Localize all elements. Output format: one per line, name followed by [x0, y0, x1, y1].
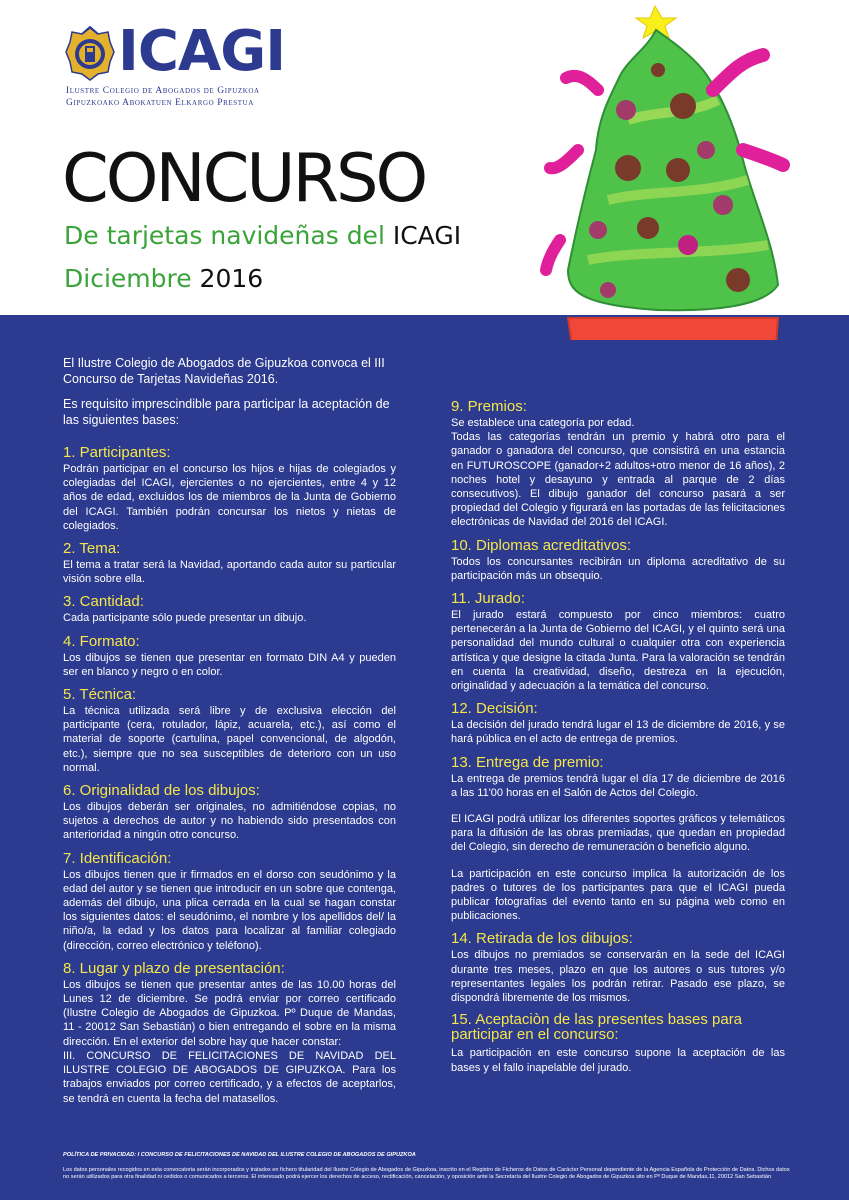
section-title: 14. Retirada de los dibujos: — [451, 930, 633, 948]
section-text: El tema a tratar será la Navidad, aportando cada autor su particular visión sobre ella. — [63, 559, 396, 586]
section-text: La decisión del jurado tendrá lugar el 13 de diciembre de 2016, y se hará pública en el acto de entrega de premios. — [451, 719, 785, 746]
privacy-text: Los datos personales recogidos en esta convocatoria serán incorporados y tratados en fichero titularidad del Ilustre Colegio de Abogados de Gipuzkoa, inscrito en el Registro de Ficheros de Datos de Carácter Personal dependiente de la Agencia Española de Protección de Datos. Dichos datos no serán utilizados para otra finalidad ni cedidos o comunicados a terceros. El interesado podrá ejercer los derechos de acceso, rectificación, cancelación, y oposición ante la Secretaría del Ilustre Colegio de Abogados de Gipuzkoa sito en Pº Duque de Mandas,11, 20012 San Sebastián — [63, 1167, 790, 1180]
section-text: Los dibujos se tienen que presentar en formato DIN A4 y pueden ser en blanco y negro o en color. — [63, 651, 396, 678]
section-title: 8. Lugar y plazo de presentación: — [63, 959, 285, 977]
spacer — [451, 800, 785, 812]
section-text: Se establece una categoría por edad. — [451, 417, 635, 429]
right-column — [451, 398, 785, 1075]
section-text: La entrega de premios tendrá lugar el día 17 de diciembre de 2016 a las 11'00 horas en el Salón de Actos del Colegio. — [451, 772, 785, 799]
section-title: 13. Entrega de premio: — [451, 753, 604, 771]
section-title: 12. Decisión: — [451, 700, 538, 718]
subtitle-suffix: ICAGI — [392, 221, 462, 250]
section-text: Cada participante sólo puede presentar un dibujo. — [63, 612, 307, 625]
section-title: 6. Originalidad de los dibujos: — [63, 782, 260, 800]
section-title: 5. Técnica: — [63, 686, 137, 704]
section-text: Todos los concursantes recibirán un diploma acreditativo de su participación más un obsequio. — [451, 555, 785, 582]
section-text: La participación en este concurso supone la aceptación de las bases y el fallo inapelable del jurado. — [451, 1047, 785, 1074]
intro-paragraph-2: Es requisito imprescindible para participar la aceptación de las siguientes bases: — [63, 397, 390, 427]
section-text: Los dibujos se tienen que presentar antes de las 10.00 horas del Lunes 12 de diciembre. Se podrá enviar por correo certificado (Ilustre Colegio de Abogados de Gipuzkoa. Pº Duque de Mandas, 11 - 20012 San Sebastián) o bien entregando el sobre en la misma dirección. En el exterior del sobre hay que hacer constar: — [63, 978, 396, 1048]
section-title: 3. Cantidad: — [63, 593, 144, 611]
section-title: 4. Formato: — [63, 632, 140, 650]
section-title: 9. Premios: — [451, 398, 527, 415]
subtitle — [64, 220, 461, 252]
section-text: III. CONCURSO DE FELICITACIONES DE NAVIDAD DEL ILUSTRE COLEGIO DE ABOGADOS DE GIPUZKOA. Para los trabajos enviados por correo certificado, y a efectos de aceptarlos, se tendrá en cuenta la fecha del matasellos. — [63, 1049, 396, 1105]
logo-line-2: Gipuzkoako Abokatuen Elkargo Prestua — [66, 98, 254, 108]
section-text: Los dibujos deberán ser originales, no admitiéndose copias, no sujetos a derechos de autor y no habiendo sido presentados con anterioridad a ningún otro concurso. — [63, 801, 396, 842]
page-title: CONCURSO — [62, 139, 426, 217]
date-year: 2016 — [199, 264, 264, 293]
contest-date — [64, 263, 263, 295]
section-text: El ICAGI podrá utilizar los diferentes soportes gráficos y telemáticos para la difusión de las obras premiadas, que quedan en propiedad del Colegio, sin derecho de remuneración o beneficio alguno. — [451, 813, 785, 854]
logo-line-1: Ilustre Colegio de Abogados de Gipuzkoa — [66, 86, 260, 96]
date-month: Diciembre — [64, 264, 200, 293]
section-title: 15. Aceptaciòn de las presentes bases para participar en el concurso: — [451, 1011, 743, 1044]
privacy-policy — [63, 1152, 793, 1181]
section-text: La participación en este concurso implica la autorización de los padres o tutores de los participantes para que el ICAGI pueda publicar fotografías del evento tanto en su página web como en publicaciones. — [451, 867, 785, 923]
christmas-tree-drawing — [538, 0, 798, 340]
section-title: 11. Jurado: — [451, 590, 525, 608]
section-text: Los dibujos tienen que ir firmados en el dorso con seudónimo y la edad del autor y se tienen que introducir en un sobre que contenga, además del dibujo, una plica cerrada en la cual se hagan constar los siguientes datos: el seudónimo, el nombre y los apellidos del/ la niño/a, la edad y los datos para localizar al familiar colegiado (dirección, correo electrónico y teléfono). — [63, 868, 396, 952]
subtitle-prefix: De tarjetas navideñas del — [64, 221, 393, 250]
section-title: 2. Tema: — [63, 540, 121, 558]
privacy-title: POLÍTICA DE PRIVACIDAD: I CONCURSO DE FELICITACIONES DE NAVIDAD DEL ILUSTRE COLEGIO DE ABOGADOS DE GIPUZKOA — [63, 1152, 416, 1158]
section-text: El jurado estará compuesto por cinco miembros: cuatro pertenecerán a la Junta de Gobierno del ICAGI, y el quinto será una personalidad del mundo cultural o cualquier otra con experiencia artística y que designe la citada Junta. Para la valoración se tendrán en cuenta la creatividad, diseño, destreza en la ejecución, originalidad y adecuación a la temática del concurso. — [451, 609, 785, 693]
section-title: 7. Identificación: — [63, 849, 172, 867]
intro-paragraph-1: El Ilustre Colegio de Abogados de Gipuzkoa convoca el III Concurso de Tarjetas Navideñas 2016. — [63, 356, 385, 386]
left-column — [63, 356, 396, 1106]
section-title: 10. Diplomas acreditativos: — [451, 536, 632, 554]
section-text: Podrán participar en el concurso los hijos e hijas de colegiados y colegiadas del ICAGI, ejercientes o no ejercientes, entre 4 y 12 años de edad, excluidos los de miembros de la Junta de Gobierno del ICAGI. También podrán concursar los nietos y nietas de colegiados. — [63, 463, 396, 532]
section-text: La técnica utilizada será libre y de exclusiva elección del participante (cera, rotulador, lápiz, acuarela, etc.), así como el material de soporte (cartulina, papel convencional, de algodón, etc.), siempre que no sea susceptibles de deterioro con un uso normal. — [63, 705, 396, 774]
section-text: Todas las categorías tendrán un premio y habrá otro para el ganador o ganadora del concurso, que consistirá en una estancia en FUTUROSCOPE (ganador+2 adultos+otro menor de 16 años), 2 noches hotel y desayuno y entrada al parque de 2 días consecutivos). El dibujo ganador del concurso pasará a ser propiedad del Colegio y figurará en las portadas de las felicitaciones electrónicas de Navidad del 2016 del ICAGI. — [451, 431, 785, 529]
section-title: 1. Participantes: — [63, 444, 171, 461]
section-text: Los dibujos no premiados se conservarán en la sede del ICAGI durante tres meses, plazo en que los autores o sus tutores y/o representantes legales los podrán retirar. Pasado ese plazo, se dispondrá libremente de los mismos. — [451, 949, 785, 1005]
crest-icon — [64, 26, 116, 82]
spacer — [451, 855, 785, 867]
logo-wordmark: ICAGI — [118, 19, 286, 84]
